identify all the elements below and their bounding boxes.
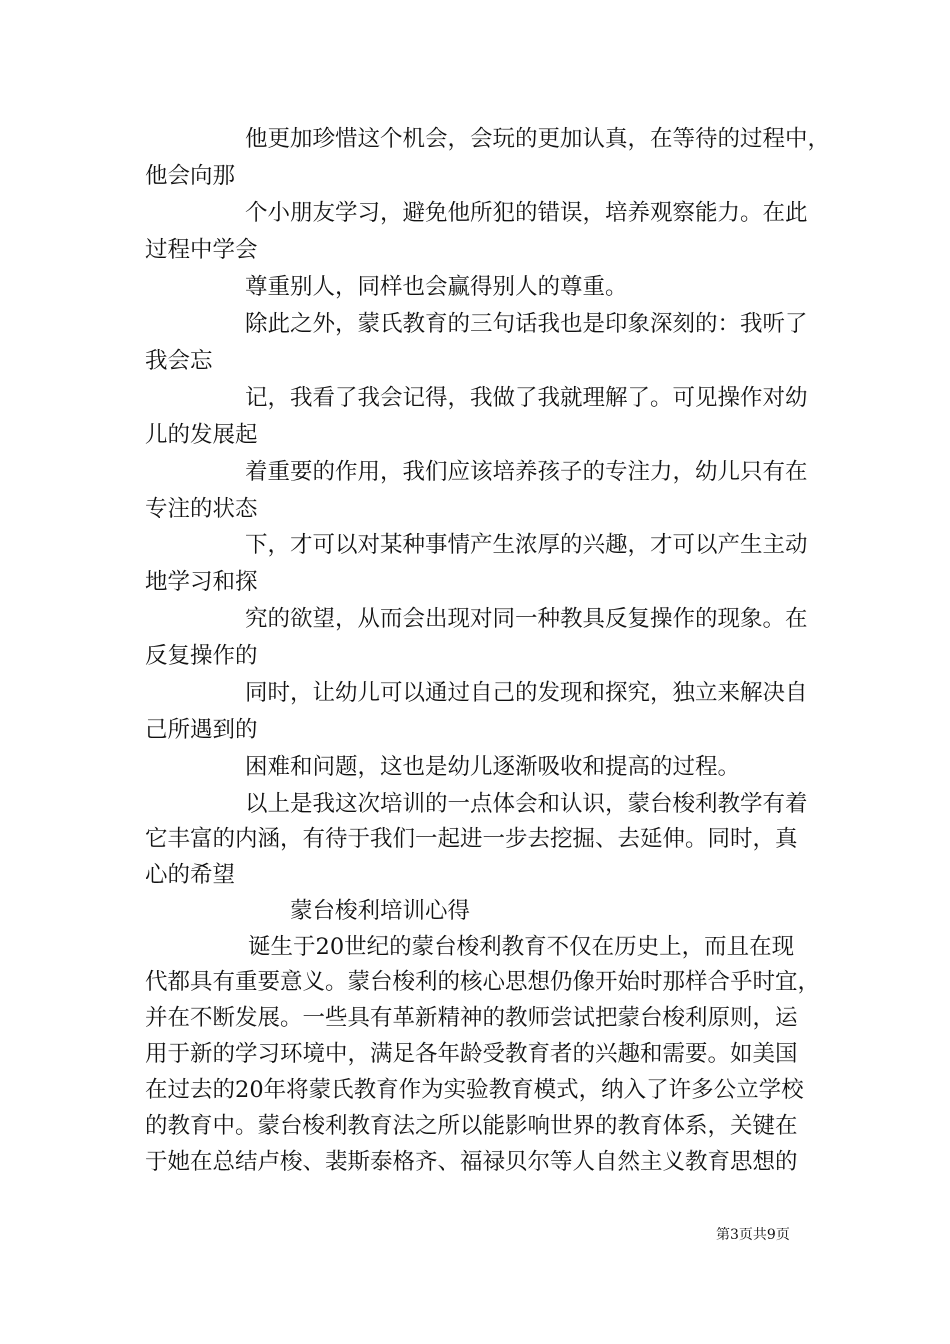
text-line: 地学习和探	[145, 569, 258, 595]
text-line: 专注的状态	[145, 496, 258, 522]
text-line: 心的希望	[145, 862, 236, 888]
text-line: 同时，让幼儿可以通过自己的发现和探究，独立来解决自	[245, 680, 808, 706]
text-line: 在过去的20年将蒙氏教育作为实验教育模式，纳入了许多公立学校	[145, 1077, 804, 1103]
text-line: 它丰富的内涵，有待于我们一起进一步去挖掘、去延伸。同时，真	[145, 826, 798, 852]
text-line: 诞生于20世纪的蒙台梭利教育不仅在历史上，而且在现	[248, 934, 795, 960]
text-line: 个小朋友学习，避免他所犯的错误，培养观察能力。在此	[245, 200, 808, 226]
text-line: 过程中学会	[145, 237, 258, 263]
text-line: 于她在总结卢梭、裴斯泰格齐、福禄贝尔等人自然主义教育思想的	[145, 1149, 798, 1175]
section-heading: 蒙台梭利培训心得	[290, 898, 471, 924]
text-line: 除此之外，蒙氏教育的三句话我也是印象深刻的：我听了	[245, 311, 808, 337]
text-line: 困难和问题，这也是幼儿逐渐吸收和提高的过程。	[245, 754, 741, 780]
text-line: 尊重别人，同样也会赢得别人的尊重。	[245, 274, 628, 300]
text-line: 着重要的作用，我们应该培养孩子的专注力，幼儿只有在	[245, 459, 808, 485]
text-line: 下，才可以对某种事情产生浓厚的兴趣，才可以产生主动	[245, 532, 808, 558]
text-line: 究的欲望，从而会出现对同一种教具反复操作的现象。在	[245, 606, 808, 632]
text-line: 以上是我这次培训的一点体会和认识，蒙台梭利教学有着	[245, 791, 808, 817]
text-line: 并在不断发展。一些具有革新精神的教师尝试把蒙台梭利原则，运	[145, 1005, 798, 1031]
text-line: 他更加珍惜这个机会，会玩的更加认真，在等待的过程中，	[245, 126, 831, 152]
text-line: 反复操作的	[145, 643, 258, 669]
text-line: 的教育中。蒙台梭利教育法之所以能影响世界的教育体系，关键在	[145, 1113, 798, 1139]
text-line: 己所遇到的	[145, 717, 258, 743]
text-line: 记，我看了我会记得，我做了我就理解了。可见操作对幼	[245, 385, 808, 411]
text-line: 用于新的学习环境中，满足各年龄受教育者的兴趣和需要。如美国	[145, 1041, 798, 1067]
text-line: 代都具有重要意义。蒙台梭利的核心思想仍像开始时那样合乎时宜，	[145, 969, 821, 995]
text-line: 儿的发展起	[145, 422, 258, 448]
text-line: 他会向那	[145, 163, 236, 189]
text-line: 我会忘	[145, 348, 213, 374]
page-number: 第3页共9页	[716, 1227, 790, 1243]
